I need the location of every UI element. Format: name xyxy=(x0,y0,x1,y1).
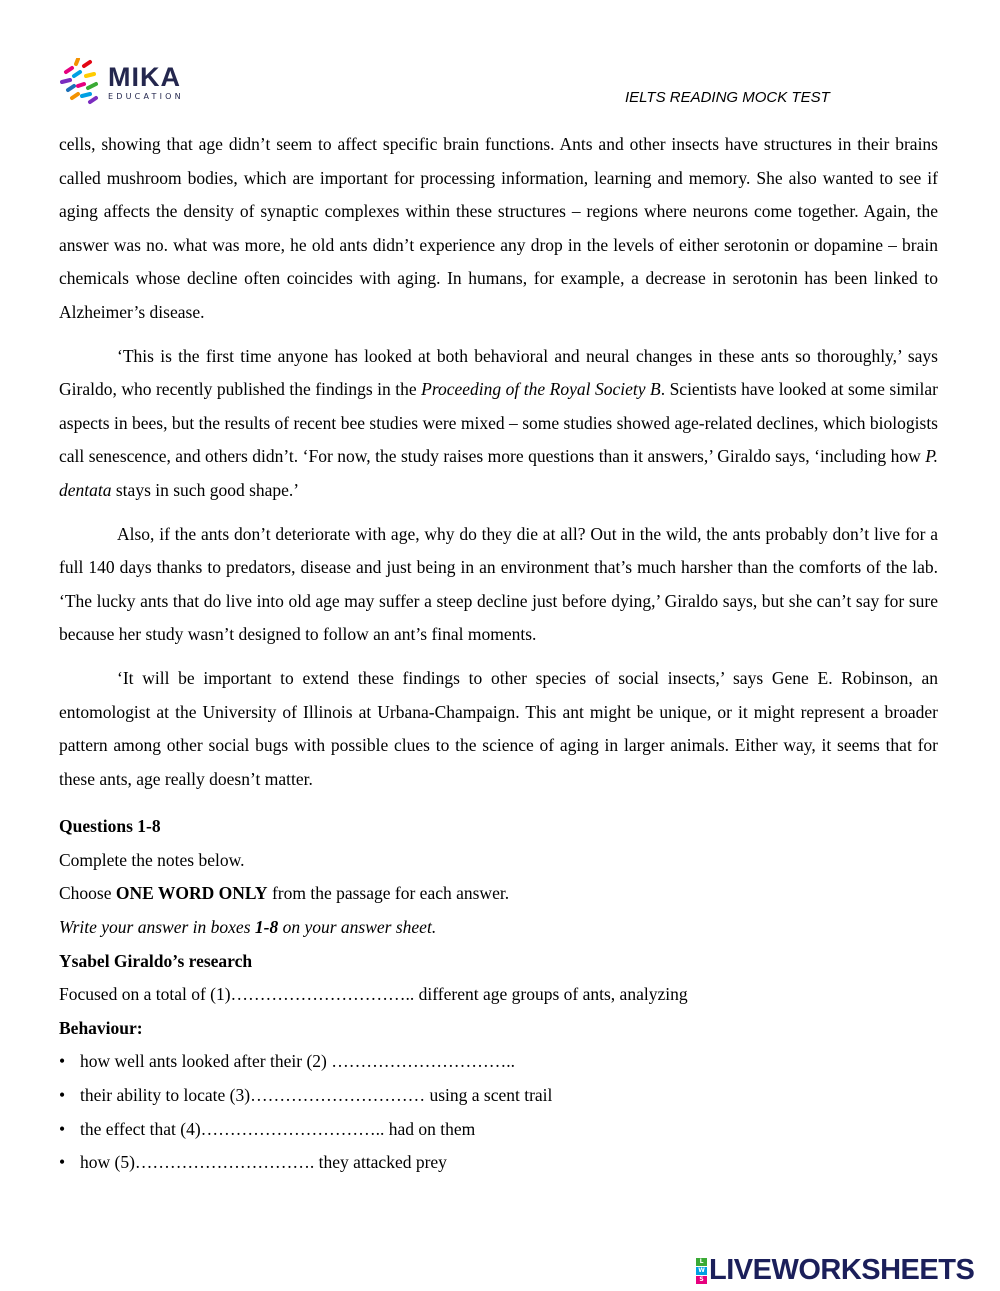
journal-title: Proceeding of the Royal Society B xyxy=(421,379,661,400)
mika-logo xyxy=(60,58,184,106)
passage-paragraph-4: ‘It will be important to extend these findings to other species of social insects,’ says Gene E. Robinson, an entomologist at the University of Illinois at Urbana-Champaign. This ant might be unique, or it might represent a broader pattern among other social bugs with possible clues to the science of aging in larger animals. Either way, it seems that for these ants, age really doesn’t matter. xyxy=(59,667,938,789)
bullet-icon: • xyxy=(59,1085,66,1106)
bullet-text: how (5)…………………………. they attacked prey xyxy=(80,1152,447,1173)
passage-paragraph-2 xyxy=(59,340,938,508)
document-body xyxy=(59,128,938,1180)
instruction-choose-bold: ONE WORD ONLY xyxy=(115,883,268,904)
instruction-choose xyxy=(59,877,938,911)
behaviour-heading: Behaviour: xyxy=(59,1017,143,1038)
list-item xyxy=(59,1146,938,1180)
questions-section xyxy=(59,810,938,1180)
liveworksheets-brand: LIVEWORKSHEETS xyxy=(709,1254,975,1286)
lw-box-l: L xyxy=(696,1258,707,1266)
bullet-icon: • xyxy=(59,1051,66,1072)
passage-paragraph-1: cells, showing that age didn’t seem to affect specific brain functions. Ants and other insects have structures in their brains called mushroom bodies, which are important for processing information, learning and memory. She also wanted to see if aging affects the density of synaptic complexes within these structures – regions where neurons come together. Again, the answer was no. what was more, he old ants didn’t experience any drop in the levels of either serotonin or dopamine – brain chemicals whose decline often coincides with aging. In humans, for example, a decrease in serotonin has been linked to Alzheimer’s disease. xyxy=(59,134,938,322)
passage-paragraph-3: Also, if the ants don’t deteriorate with age, why do they die at all? Out in the wild, the ants probably don’t live for a full 140 days thanks to predators, disease and just being in an environment that’s much harsher than the comforts of the lab. ‘The lucky ants that do live into old age may suffer a steep decline just before dying,’ Giraldo says, but she can’t say for sure because her study wasn’t designed to follow an ant’s final moments. xyxy=(59,523,938,645)
list-item xyxy=(59,1079,938,1113)
notes-title: Ysabel Giraldo’s research xyxy=(59,950,253,971)
instruction-choose-post: from the passage for each answer. xyxy=(267,883,510,904)
list-item xyxy=(59,1045,938,1079)
header-title: IELTS READING MOCK TEST xyxy=(625,89,830,106)
bullet-text: how well ants looked after their (2) ………………………….. xyxy=(80,1051,515,1072)
lw-box-s: S xyxy=(696,1276,707,1284)
instruction-write-pre: Write your answer in boxes xyxy=(59,917,255,938)
bullet-text: their ability to locate (3)………………………… using a scent trail xyxy=(80,1085,553,1106)
liveworksheets-logo xyxy=(696,1254,974,1287)
list-item xyxy=(59,1113,938,1147)
p2-text-a: ‘This is the first time anyone has looked at both behavioral and neural changes in these ants so thoroughly,’ says Giraldo, who recently published the findings in the xyxy=(59,345,938,400)
logo-subtitle: EDUCATION xyxy=(108,92,184,101)
instruction-write-bold: 1-8 xyxy=(254,917,279,938)
species-name: P. dentata xyxy=(59,446,938,500)
bullet-text: the effect that (4)………………………….. had on them xyxy=(80,1118,476,1139)
p2-text-c: stays in such good shape.’ xyxy=(111,479,300,500)
instruction-complete: Complete the notes below. xyxy=(59,849,245,870)
mika-logo-text xyxy=(108,63,184,101)
lw-box-w: W xyxy=(696,1267,707,1275)
instruction-choose-pre: Choose xyxy=(59,883,116,904)
logo-name: MIKA xyxy=(108,62,181,92)
mika-logo-mark-icon xyxy=(60,58,102,106)
instruction-write-post: on your answer sheet. xyxy=(278,917,437,938)
instruction-write xyxy=(59,911,938,945)
liveworksheets-mark-icon xyxy=(696,1258,707,1284)
bullet-icon: • xyxy=(59,1118,66,1139)
bullet-icon: • xyxy=(59,1152,66,1173)
p2-text-b: . Scientists have looked at some similar aspects in bees, but the results of recent bee studies were mixed – some studies showed age-related declines, which biologists call senescence, and others didn’t. ‘For now, the study raises more questions than it answers,’ Giraldo says, ‘including how xyxy=(59,379,938,467)
questions-heading: Questions 1-8 xyxy=(59,816,161,837)
focus-line: Focused on a total of (1)………………………….. different age groups of ants, analyzing xyxy=(59,984,688,1005)
